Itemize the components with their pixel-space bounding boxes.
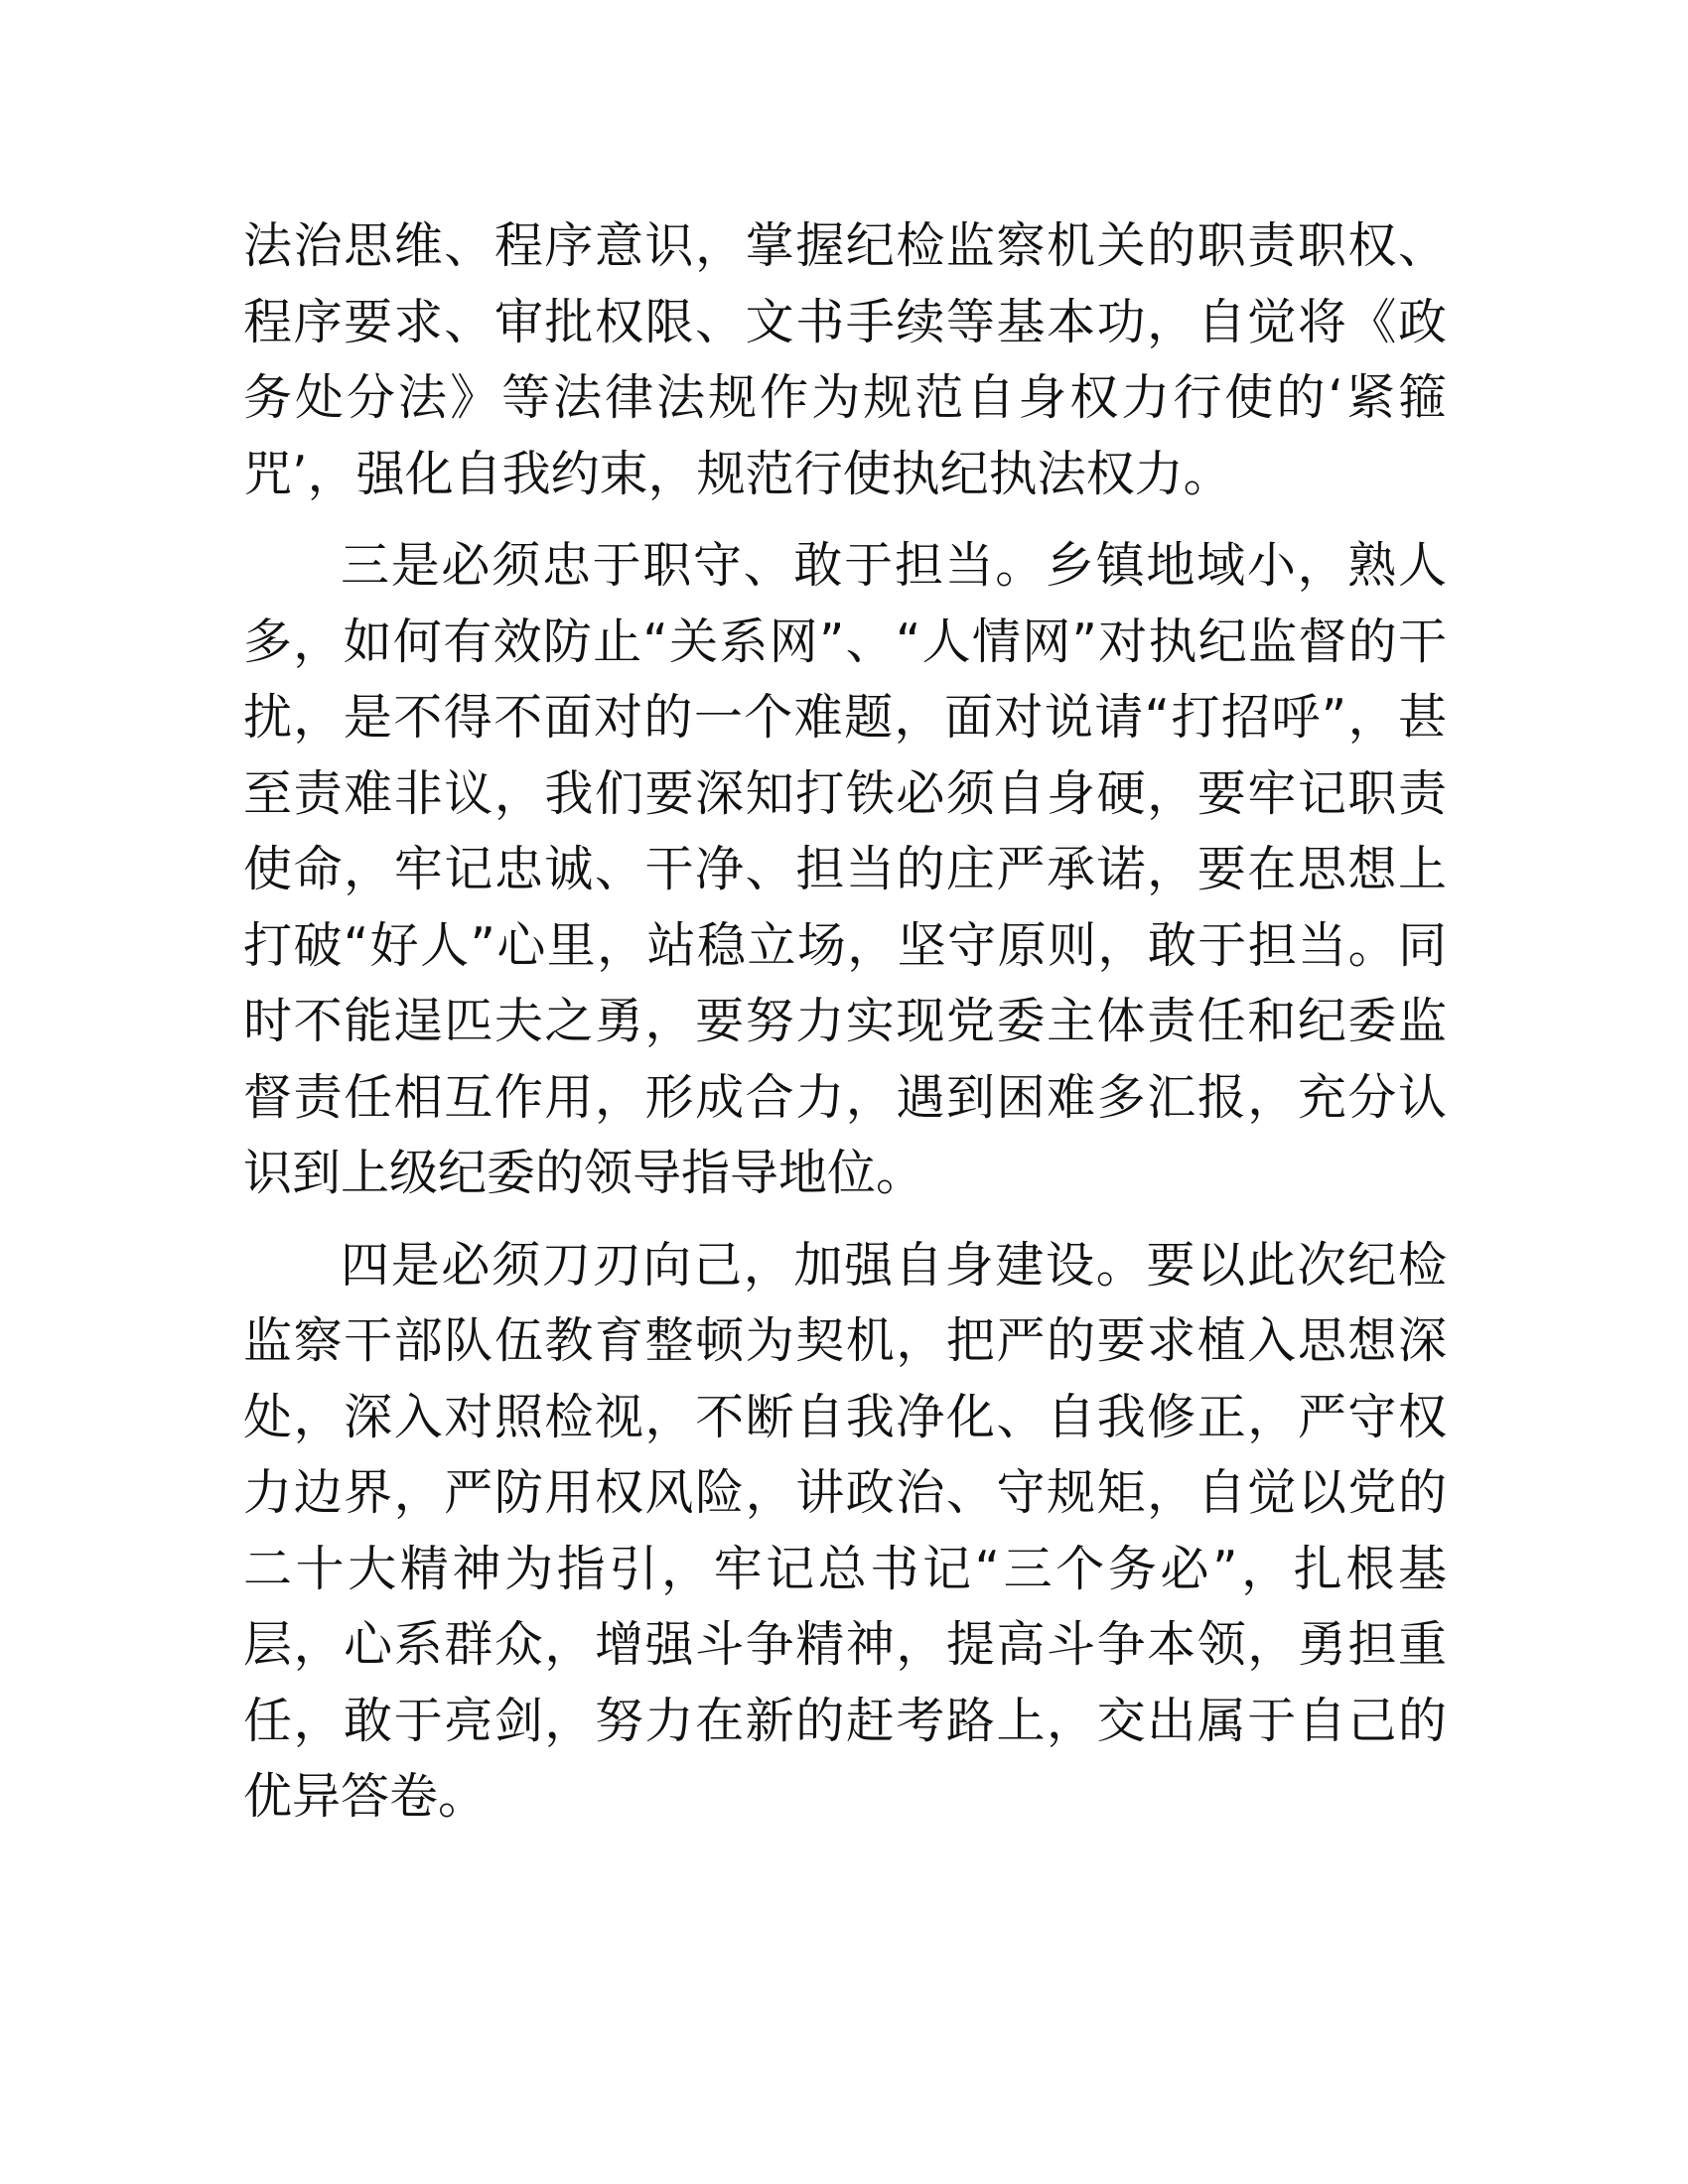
- paragraph-point-three: 三是必须忠于职守、敢于担当。乡镇地域小，熟人多，如何有效防止“关系网”、“人情网”对执纪监督的干扰，是不得不面对的一个难题，面对说请“打招呼”，甚至责难非议，我们要深知打铁必须自身硬，要牢记职责使命，牢记忠诚、干净、担当的庄严承诺，要在思想上打破“好人”心里，站稳立场，坚守原则，敢于担当。同时不能逞匹夫之勇，要努力实现党委主体责任和纪委监督责任相互作用，形成合力，遇到困难多汇报，充分认识到上级纪委的领导指导地位。: [243, 537, 1447, 1201]
- paragraph-point-four: 四是必须刀刃向己，加强自身建设。要以此次纪检监察干部队伍教育整顿为契机，把严的要求植入思想深处，深入对照检视，不断自我净化、自我修正，严守权力边界，严防用权风险，讲政治、守规矩，自觉以党的二十大精神为指引，牢记总书记“三个务必”，扎根基层，心系群众，增强斗争精神，提高斗争本领，勇担重任，敢于亮剑，努力在新的赶考路上，交出属于自己的优异答卷。: [243, 1236, 1447, 1825]
- document-body: [243, 208, 1447, 1851]
- paragraph-continuation: 法治思维、程序意识，掌握纪检监察机关的职责职权、程序要求、审批权限、文书手续等基本功，自觉将《政务处分法》等法律法规作为规范自身权力行使的‘紧箍咒’，强化自我约束，规范行使执纪执法权力。: [243, 217, 1447, 502]
